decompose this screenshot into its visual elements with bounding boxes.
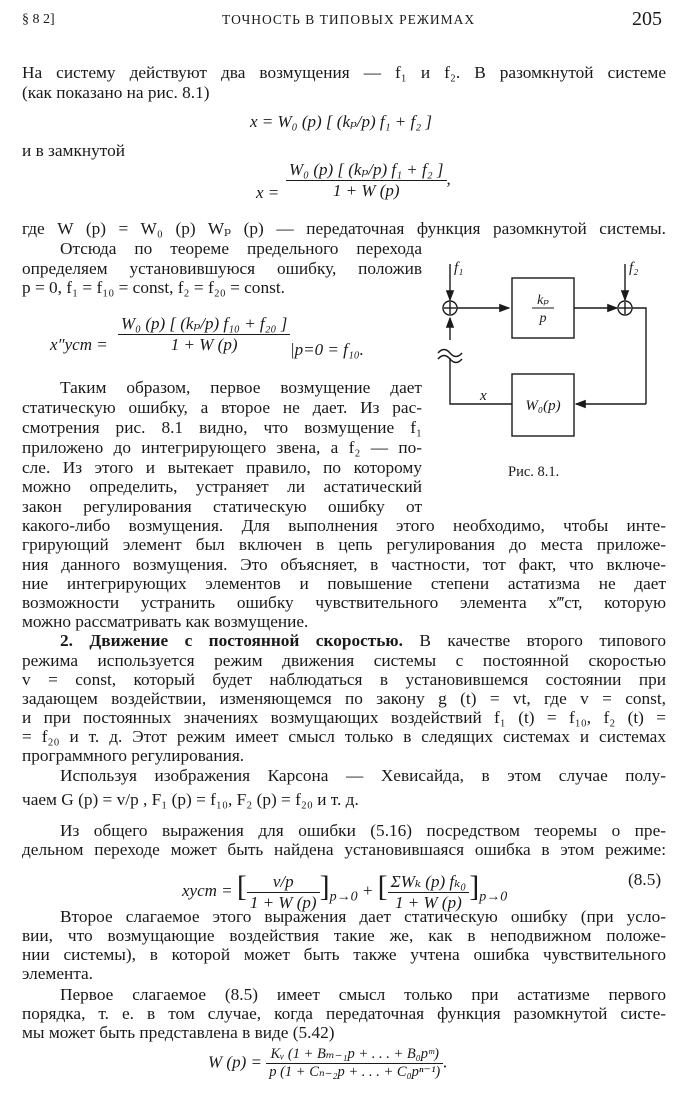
- text-line: какого-либо возмущения. Для выполнения этого необходимо, чтобы инте-: [22, 516, 666, 535]
- block1-numerator: kₚ: [537, 293, 549, 308]
- equation-denominator: 1 + W (p): [170, 335, 238, 354]
- equation-number: (8.5): [628, 870, 662, 889]
- text-line: приложено до интегрирующего звена, а f₂ — по-: [22, 438, 422, 457]
- equation-closed-lhs: x =: [256, 183, 280, 202]
- text-line: определяем установившуюся ошибку, положив: [22, 259, 422, 278]
- text-line: режима используется режим движения системы с постоянной скоростью: [22, 651, 666, 670]
- equation-open-loop: x = W₀ (p) [ (kₚ/p) f₁ + f₂ ]: [250, 112, 433, 131]
- text-line: смотрения рис. 8.1 видно, что возмущение f₁: [22, 418, 422, 437]
- plus-sign: +: [361, 881, 374, 900]
- equation-denominator: 1 + W (p): [249, 892, 317, 912]
- text-line: сле. Из этого и вытекает правило, по которому: [22, 458, 422, 477]
- text-line: Первое слагаемое (8.5) имеет смысл только при астатизме первого: [60, 985, 666, 1004]
- label-f1: f₁: [454, 260, 464, 276]
- equation-closed-loop: $\frac{\text{W₀ (p) [ (kₚ/p) f₁ + f₂ ]}}{1 + W (p)}$ ,: [286, 160, 451, 201]
- equation-numerator: W₀ (p) [ (kₚ/p) f₁ + f₂ ]: [286, 160, 447, 181]
- text-line: вии, что возмущающие воздействия такие же, как в неподвижном положе-: [22, 926, 666, 945]
- equation-numerator: W₀ (p) [ (kₚ/p) f₁₀ + f₂₀ ]: [118, 314, 290, 335]
- text-line: v = const, который будет наблюдаться в установившемся состоянии при: [22, 670, 666, 689]
- text-line: грирующий элемент был включен в цепь регулирования до места приложе-: [22, 535, 666, 554]
- text-line: = f₂₀ и т. д. Этот режим имеет смысл только в следящих системах и системах: [22, 727, 666, 746]
- text-line: ние интегрирующих элементов и повышение степени астатизма не дает: [22, 574, 666, 593]
- figure-caption: Рис. 8.1.: [508, 464, 560, 480]
- equation-lhs: xуст =: [182, 881, 233, 900]
- equation-steady-rhs: |p=0 = f₁₀.: [290, 340, 364, 359]
- text-line: и при постоянных значениях возмущающих воздействий f₁ (t) = f₁₀, f₂ (t) =: [22, 708, 666, 727]
- text-line: и в замкнутой: [22, 141, 125, 160]
- text-line: где W (p) = W₀ (p) Wₚ (p) — передаточная функция разомкнутой системы.: [22, 219, 666, 238]
- text-line: программного регулирования.: [22, 746, 245, 765]
- text-line: статическую ошибку, а второе не дает. Из рас-: [22, 398, 422, 417]
- equation-numerator: Kᵥ (1 + Bₘ₋₁p + . . . + B₀pᵐ): [266, 1046, 443, 1064]
- text-line: порядка, т. е. в том случае, когда передаточная функция разомкнутой систе-: [22, 1004, 666, 1023]
- equation-5-42: [208, 1046, 448, 1081]
- label-x: x: [480, 388, 487, 404]
- running-title: ТОЧНОСТЬ В ТИПОВЫХ РЕЖИМАХ: [222, 12, 476, 27]
- text-line: (как показано на рис. 8.1): [22, 83, 210, 102]
- text-line: можно определить, устраняет ли астатический: [22, 477, 422, 496]
- limit-subscript: p→0: [479, 889, 508, 905]
- page-number: 205: [632, 8, 662, 30]
- text-line: [60, 631, 666, 651]
- text-span: В качестве второго типового: [419, 631, 666, 650]
- equation-steady-state: [118, 314, 290, 355]
- text-line: p = 0, f₁ = f₁₀ = const, f₂ = f₂₀ = const.: [22, 278, 285, 297]
- equation-denominator: 1 + W (p): [332, 181, 400, 200]
- text-line: Второе слагаемое этого выражения дает статическую ошибку (при усло-: [60, 907, 666, 926]
- text-line: Таким образом, первое возмущение дает: [60, 378, 422, 397]
- text-line: Отсюда по теореме предельного перехода: [60, 239, 422, 258]
- block1-denominator: p: [539, 311, 547, 326]
- text-line: нии системы), в которой может быть также учтена ошибка чувствительного: [22, 945, 666, 964]
- text-line: Используя изображения Карсона — Хевисайда, в этом случае полу-: [60, 766, 666, 785]
- text-line: ния данного возмущения. Это объясняет, в частности, тот факт, что включе-: [22, 555, 666, 574]
- equation-steady-lhs: x″уст =: [50, 335, 108, 354]
- equation-8-5: xуст = [ $\frac{v/p}{1 + W (p)}$ ]$_{p\to 0}$ + [ $\frac{\text{ΣWₖ (p) fₖ₀}}{1 + W (p)}$ ]$_{p\to 0}$: [182, 870, 508, 912]
- text-line: дельном переходе может быть найдена установившаяся ошибка в этом режиме:: [22, 840, 666, 859]
- text-line: закон регулирования статическую ошибку от: [22, 497, 422, 516]
- section-heading: 2. Движение с постоянной скоростью.: [60, 631, 403, 650]
- text-line: элемента.: [22, 964, 94, 983]
- label-f2: f₂: [629, 260, 639, 276]
- block-diagram-figure: [424, 250, 674, 500]
- equation-numerator: v/p: [247, 872, 320, 893]
- limit-subscript: p→0: [329, 889, 358, 905]
- text-line: возможности устранить ошибку чувствительного элемента x‴ст, которую: [22, 593, 666, 612]
- equation-end: .: [443, 1052, 448, 1072]
- text-line: На систему действуют два возмущения — f₁ и f₂. В разомкнутой системе: [22, 63, 666, 82]
- section-marker: § 8 2]: [22, 12, 55, 27]
- text-line: можно рассматривать как возмущение.: [22, 612, 309, 631]
- text-line: Из общего выражения для ошибки (5.16) посредством теоремы о пре-: [60, 821, 666, 840]
- text-line: мы может быть представлена в виде (5.42): [22, 1023, 335, 1042]
- equation-lhs: W (p) =: [208, 1052, 262, 1072]
- equation-denominator: p (1 + Cₙ₋₂p + . . . + C₀pⁿ⁻¹): [269, 1064, 441, 1080]
- text-line: задающем воздействии, изменяющемся по закону g (t) = vt, где v = const,: [22, 689, 666, 708]
- text-line: чаем G (p) = v/p , F₁ (p) = f₁₀, F₂ (p) = f₂₀ и т. д.: [22, 790, 359, 809]
- block2-label: W₀(p): [525, 398, 561, 414]
- equation-numerator: ΣWₖ (p) fₖ₀: [388, 872, 470, 893]
- equation-denominator: 1 + W (p): [395, 892, 462, 912]
